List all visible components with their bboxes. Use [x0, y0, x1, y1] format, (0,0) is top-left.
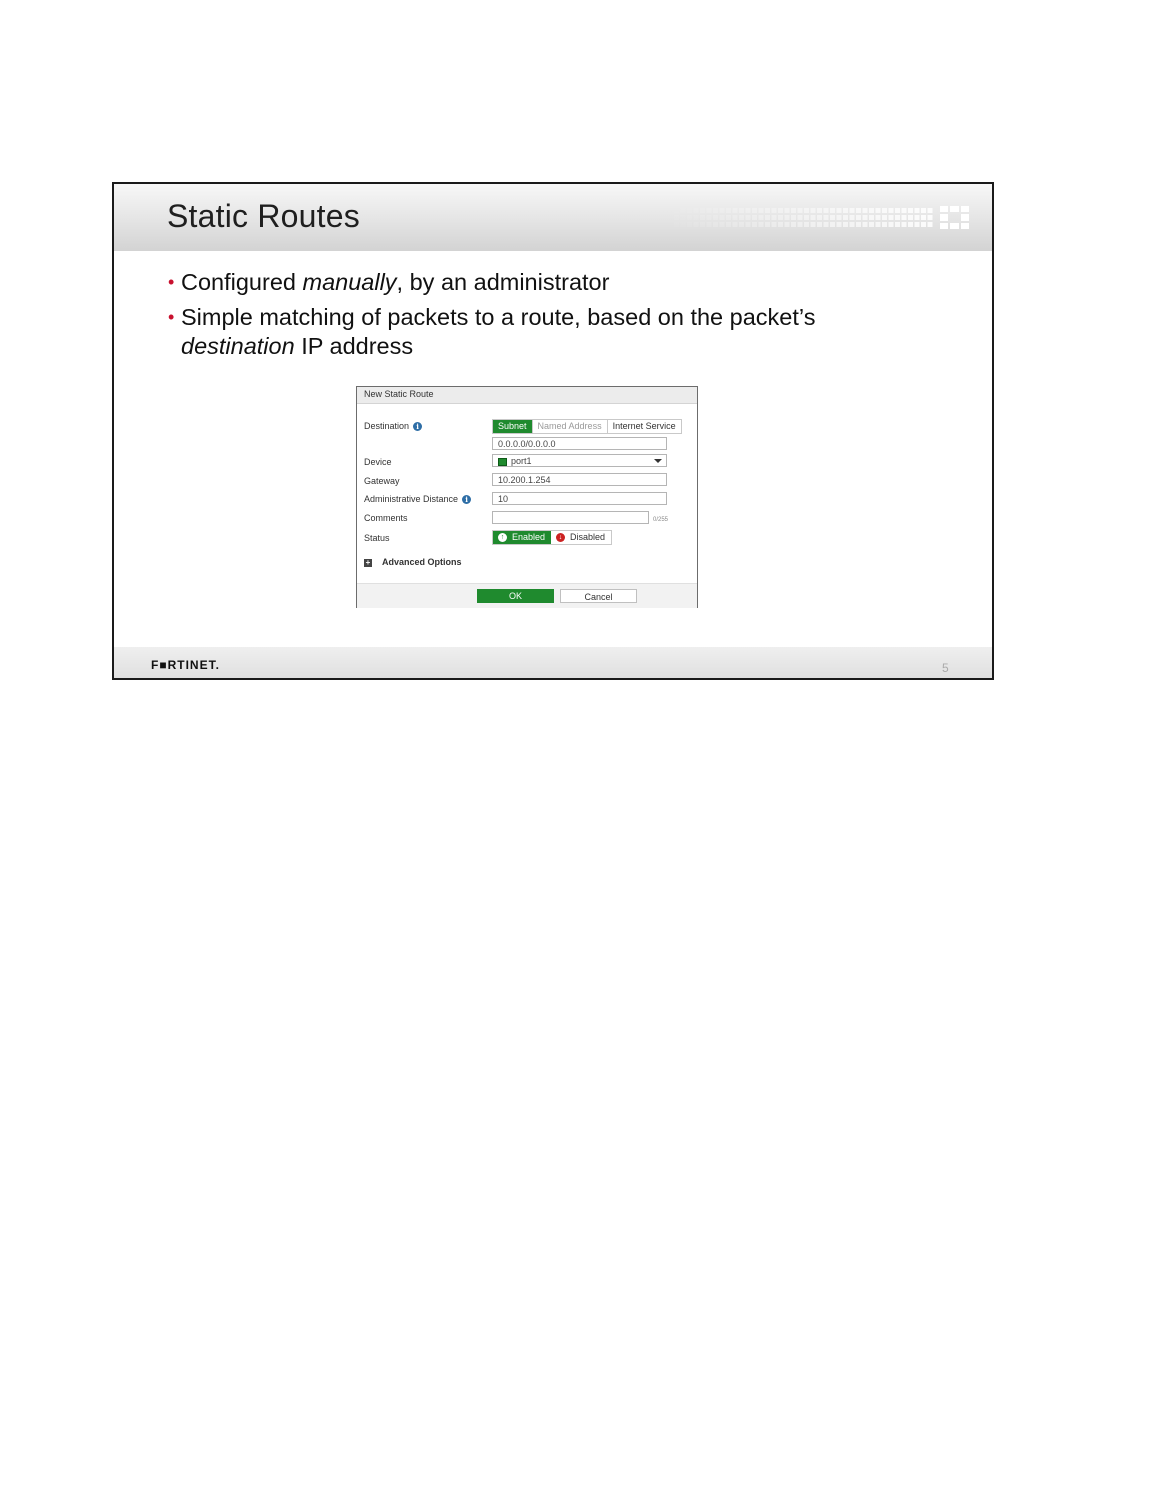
info-icon[interactable]: i — [413, 422, 422, 431]
gateway-label: Gateway — [364, 476, 400, 486]
header-dots-pattern — [669, 206, 969, 230]
bullet-emphasis: manually — [302, 269, 397, 295]
bullet-text: IP address — [294, 333, 414, 359]
status-disabled-label: Disabled — [570, 532, 606, 542]
new-static-route-dialog — [356, 386, 698, 608]
disabled-down-icon: ↓ — [556, 533, 565, 542]
internet-service-option[interactable]: Internet Service — [612, 421, 676, 431]
port-icon — [498, 458, 507, 466]
device-select[interactable] — [492, 454, 667, 467]
bullet-dot: • — [168, 307, 175, 327]
plus-icon: + — [365, 557, 371, 567]
status-label: Status — [364, 533, 390, 543]
device-value: port1 — [511, 456, 532, 466]
advanced-options-label: Advanced Options — [382, 557, 462, 567]
slide-header — [114, 184, 992, 251]
bullet-list — [167, 268, 967, 367]
enabled-up-icon: ↑ — [498, 533, 507, 542]
slide — [112, 182, 994, 680]
bullet-item — [167, 268, 967, 297]
status-disabled-button[interactable] — [551, 531, 611, 544]
status-toggle — [492, 530, 612, 545]
status-enabled-label: Enabled — [512, 532, 546, 542]
comments-label: Comments — [364, 513, 408, 523]
dialog-title-bar — [357, 387, 697, 404]
destination-label — [364, 421, 422, 431]
ok-button[interactable]: OK — [477, 589, 554, 603]
subnet-option[interactable]: Subnet — [493, 420, 533, 433]
bullet-emphasis: destination — [181, 333, 295, 359]
chevron-down-icon — [654, 459, 662, 463]
status-enabled-button[interactable] — [493, 531, 551, 544]
bullet-text: Simple matching of packets to a route, based on the packet’s — [181, 304, 816, 330]
destination-label-text: Destination — [364, 421, 410, 431]
page-number: 5 — [942, 661, 949, 675]
admin-distance-label-text: Administrative Distance — [364, 494, 459, 504]
fortinet-logo-icon — [940, 206, 969, 229]
device-label: Device — [364, 457, 392, 467]
admin-distance-label — [364, 494, 471, 504]
admin-distance-input[interactable]: 10 — [492, 492, 667, 505]
slide-title: Static Routes — [167, 198, 360, 234]
bullet-dot: • — [168, 272, 175, 292]
gateway-input[interactable]: 10.200.1.254 — [492, 473, 667, 486]
cancel-button[interactable]: Cancel — [560, 589, 637, 603]
comments-textarea[interactable] — [492, 511, 649, 524]
bullet-text: Configured — [181, 269, 303, 295]
destination-type-toggle — [492, 419, 682, 434]
bullet-item — [167, 303, 967, 361]
info-icon[interactable]: i — [462, 495, 471, 504]
named-address-option[interactable]: Named Address — [533, 420, 608, 433]
slide-footer — [114, 647, 992, 678]
comments-counter: 0/255 — [653, 517, 669, 523]
destination-input[interactable]: 0.0.0.0/0.0.0.0 — [492, 437, 667, 450]
dialog-footer — [357, 583, 697, 608]
fortinet-brand: F■RTINET. — [151, 658, 220, 672]
bullet-text: , by an administrator — [396, 269, 610, 295]
dialog-title: New Static Route — [364, 389, 434, 399]
advanced-options-toggle[interactable] — [364, 557, 462, 567]
